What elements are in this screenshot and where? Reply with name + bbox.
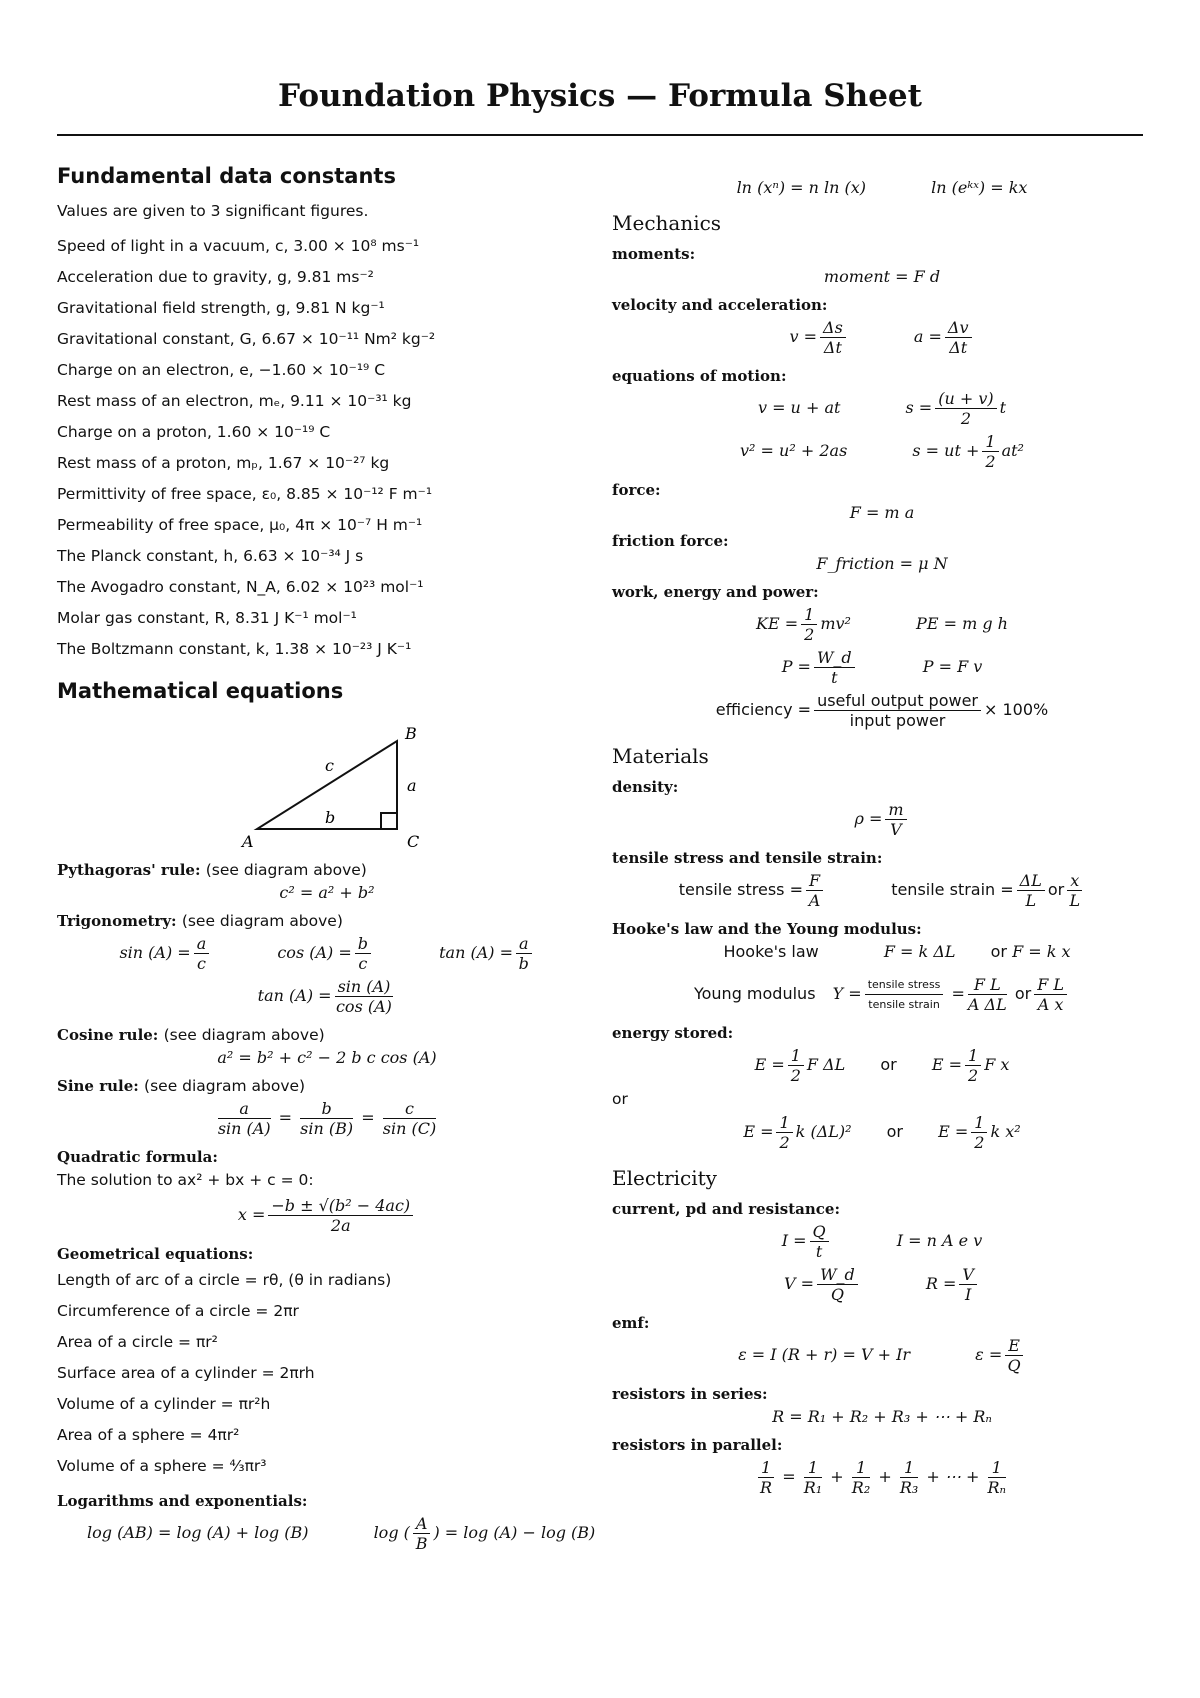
mechanics-heading: Mechanics [612, 211, 722, 235]
materials-heading: Materials [612, 744, 709, 768]
velocity-label: velocity and acceleration: [612, 296, 828, 314]
geometry-item: Length of arc of a circle = rθ, (θ in radians) [57, 1271, 392, 1289]
constants-list [57, 231, 597, 665]
side-a-label: a [407, 776, 417, 795]
quadratic-text: The solution to ax² + bx + c = 0: [57, 1171, 314, 1189]
motion-label: equations of motion: [612, 367, 787, 385]
constant-item: Gravitational constant, G, 6.67 × 10⁻¹¹ Nm² kg⁻² [57, 330, 436, 348]
series-eq: R = R₁ + R₂ + R₃ + ⋯ + Rₙ [772, 1407, 992, 1426]
series-label: resistors in series: [612, 1385, 768, 1403]
constant-item: Acceleration due to gravity, g, 9.81 ms⁻² [57, 268, 374, 286]
geometry-item: Volume of a sphere = ⁴⁄₃πr³ [57, 1457, 267, 1475]
energy-stored-row1: E = $\frac{1}{2}$ F ΔL or E = $\frac{1}{2}$ F x [754, 1046, 1010, 1085]
tan-eq: tan (A) = $\frac{\sin (A)}{\cos (A)}$ [257, 977, 392, 1016]
efficiency-eq: efficiency = $\frac{\text{useful output power}}{\text{input power}}$ × 100% [715, 691, 1049, 730]
work-energy-label: work, energy and power: [612, 583, 819, 601]
young-eq-row: Young modulus Y = $\frac{\text{tensile stress}}{\text{tensile strain}}$ = $\frac{\text{F L}}{\text{A ΔL}}$ or $\frac{\text{F L}}{\text{A x}}$ [612, 975, 1152, 1014]
geometry-item: Area of a circle = πr² [57, 1333, 218, 1351]
force-label: force: [612, 481, 661, 499]
logs-label: Logarithms and exponentials: [57, 1492, 308, 1510]
side-b-label: b [325, 808, 336, 827]
energy-eq-row: KE = $\frac{1}{2}$ mv² PE = m g h [756, 605, 1008, 644]
cosine-rule-label: Cosine rule: (see diagram above) [57, 1026, 325, 1044]
left-column [57, 150, 597, 1557]
constants-note: Values are given to 3 significant figures. [57, 202, 369, 220]
parallel-label: resistors in parallel: [612, 1436, 783, 1454]
constant-item: The Planck constant, h, 6.63 × 10⁻³⁴ J s [57, 547, 364, 565]
moments-label: moments: [612, 245, 696, 263]
parallel-eq: $\frac{1}{R}$ = $\frac{1}{\text{R₁}}$ + $\frac{1}{\text{R₂}}$ + $\frac{1}{\text{R₃}}$ + ⋯ + $\frac{1}{\text{Rₙ}}$ [612, 1458, 1152, 1497]
power-eq-row: P = $\frac{W\_d}{t}$ P = F v [781, 648, 983, 687]
constant-item: Rest mass of a proton, mₚ, 1.67 × 10⁻²⁷ kg [57, 454, 390, 472]
constant-item: Speed of light in a vacuum, c, 3.00 × 10⁸ ms⁻¹ [57, 237, 420, 255]
side-c-label: c [325, 756, 334, 775]
sine-rule-eq: $\frac{a}{\sin (A)}$ = $\frac{b}{\sin (B)}$ = $\frac{c}{\sin (C)}$ [217, 1099, 437, 1138]
energy-or-text: or [612, 1090, 628, 1108]
geometry-item: Volume of a cylinder = πr²h [57, 1395, 271, 1413]
constant-item: The Avogadro constant, N_A, 6.02 × 10²³ mol⁻¹ [57, 578, 424, 596]
right-column [612, 150, 1152, 1501]
geometry-list [57, 1265, 597, 1482]
vertex-c-label: C [407, 832, 420, 851]
friction-eq: F_friction = μ N [816, 554, 948, 573]
quadratic-label: Quadratic formula: [57, 1148, 218, 1166]
sine-rule-label: Sine rule: (see diagram above) [57, 1077, 306, 1095]
moment-eq: moment = F d [823, 267, 941, 286]
constant-item: Rest mass of an electron, mₑ, 9.11 × 10⁻³¹ kg [57, 392, 412, 410]
force-eq: F = m a [849, 503, 915, 522]
pythagoras-eq: c² = a² + b² [279, 883, 375, 902]
quadratic-eq: x = $\frac{\text{−b ± √(b² − 4ac)}}{2a}$ [57, 1196, 597, 1235]
log-eq-row: log (AB) = log (A) + log (B) log ( $\frac{A}{B}$ ) = log (A) − log (B) [87, 1514, 596, 1553]
hooke-eq-row: Hooke's law F = k ΔL or F = k x [723, 942, 1071, 961]
energy-stored-row2: E = $\frac{1}{2}$ k (ΔL)² or E = $\frac{1}{2}$ k x² [743, 1113, 1021, 1152]
constants-heading: Fundamental data constants [57, 164, 396, 188]
constant-item: The Boltzmann constant, k, 1.38 × 10⁻²³ J K⁻¹ [57, 640, 412, 658]
constant-item: Molar gas constant, R, 8.31 J K⁻¹ mol⁻¹ [57, 609, 357, 627]
ln-eq-row: ln (xⁿ) = n ln (x) ln (eᵏˣ) = kx [736, 178, 1028, 197]
constant-item: Gravitational field strength, g, 9.81 N kg⁻¹ [57, 299, 385, 317]
triangle-diagram [57, 711, 597, 851]
voltage-eq-row: V = $\frac{W\_d}{Q}$ R = $\frac{V}{I}$ [612, 1265, 1152, 1304]
math-heading: Mathematical equations [57, 679, 344, 703]
current-label: current, pd and resistance: [612, 1200, 841, 1218]
trig-eq-row: sin (A) = $\frac{a}{c}$ cos (A) = $\frac{b}{c}$ tan (A) = $\frac{a}{b}$ [57, 934, 597, 973]
motion-eq-row1: v = u + at s = $\frac{(u + v)}{2}$ t [757, 389, 1007, 428]
geometry-item: Area of a sphere = 4πr² [57, 1426, 240, 1444]
page-title: Foundation Physics — Formula Sheet [278, 78, 922, 114]
constant-item: Permeability of free space, μ₀, 4π × 10⁻⁷ H m⁻¹ [57, 516, 423, 534]
energy-stored-label: energy stored: [612, 1024, 734, 1042]
current-eq-row: I = $\frac{Q}{t}$ I = n A e v [781, 1222, 983, 1261]
tensile-eq-row: tensile stress = $\frac{F}{A}$ tensile strain = $\frac{\Delta L}{L}$ or $\frac{x}{L}$ [612, 871, 1152, 910]
constant-item: Charge on a proton, 1.60 × 10⁻¹⁹ C [57, 423, 331, 441]
geometry-item: Surface area of a cylinder = 2πrh [57, 1364, 315, 1382]
emf-eq-row: ε = I (R + r) = V + Ir ε = $\frac{E}{Q}$ [612, 1336, 1152, 1375]
geometry-label: Geometrical equations: [57, 1245, 254, 1263]
motion-eq-row2: v² = u² + 2as s = ut + $\frac{1}{2}$ at² [740, 432, 1024, 471]
density-eq: ρ = $\frac{m}{V}$ [612, 800, 1152, 839]
title-rule [57, 134, 1143, 136]
friction-label: friction force: [612, 532, 729, 550]
geometry-item: Circumference of a circle = 2πr [57, 1302, 299, 1320]
electricity-heading: Electricity [612, 1166, 717, 1190]
constant-item: Permittivity of free space, ε₀, 8.85 × 10⁻¹² F m⁻¹ [57, 485, 433, 503]
cosine-rule-eq: a² = b² + c² − 2 b c cos (A) [217, 1048, 437, 1067]
hooke-label: Hooke's law and the Young modulus: [612, 920, 922, 938]
emf-label: emf: [612, 1314, 650, 1332]
trig-label: Trigonometry: (see diagram above) [57, 912, 343, 930]
density-label: density: [612, 778, 679, 796]
vertex-a-label: A [242, 832, 254, 851]
vertex-b-label: B [405, 724, 417, 743]
velocity-eq-row: v = $\frac{\Delta s}{\Delta t}$ a = $\frac{\Delta v}{\Delta t}$ [612, 318, 1152, 357]
pythagoras-label: Pythagoras' rule: (see diagram above) [57, 861, 367, 879]
constant-item: Charge on an electron, e, −1.60 × 10⁻¹⁹ C [57, 361, 386, 379]
tensile-label: tensile stress and tensile strain: [612, 849, 883, 867]
